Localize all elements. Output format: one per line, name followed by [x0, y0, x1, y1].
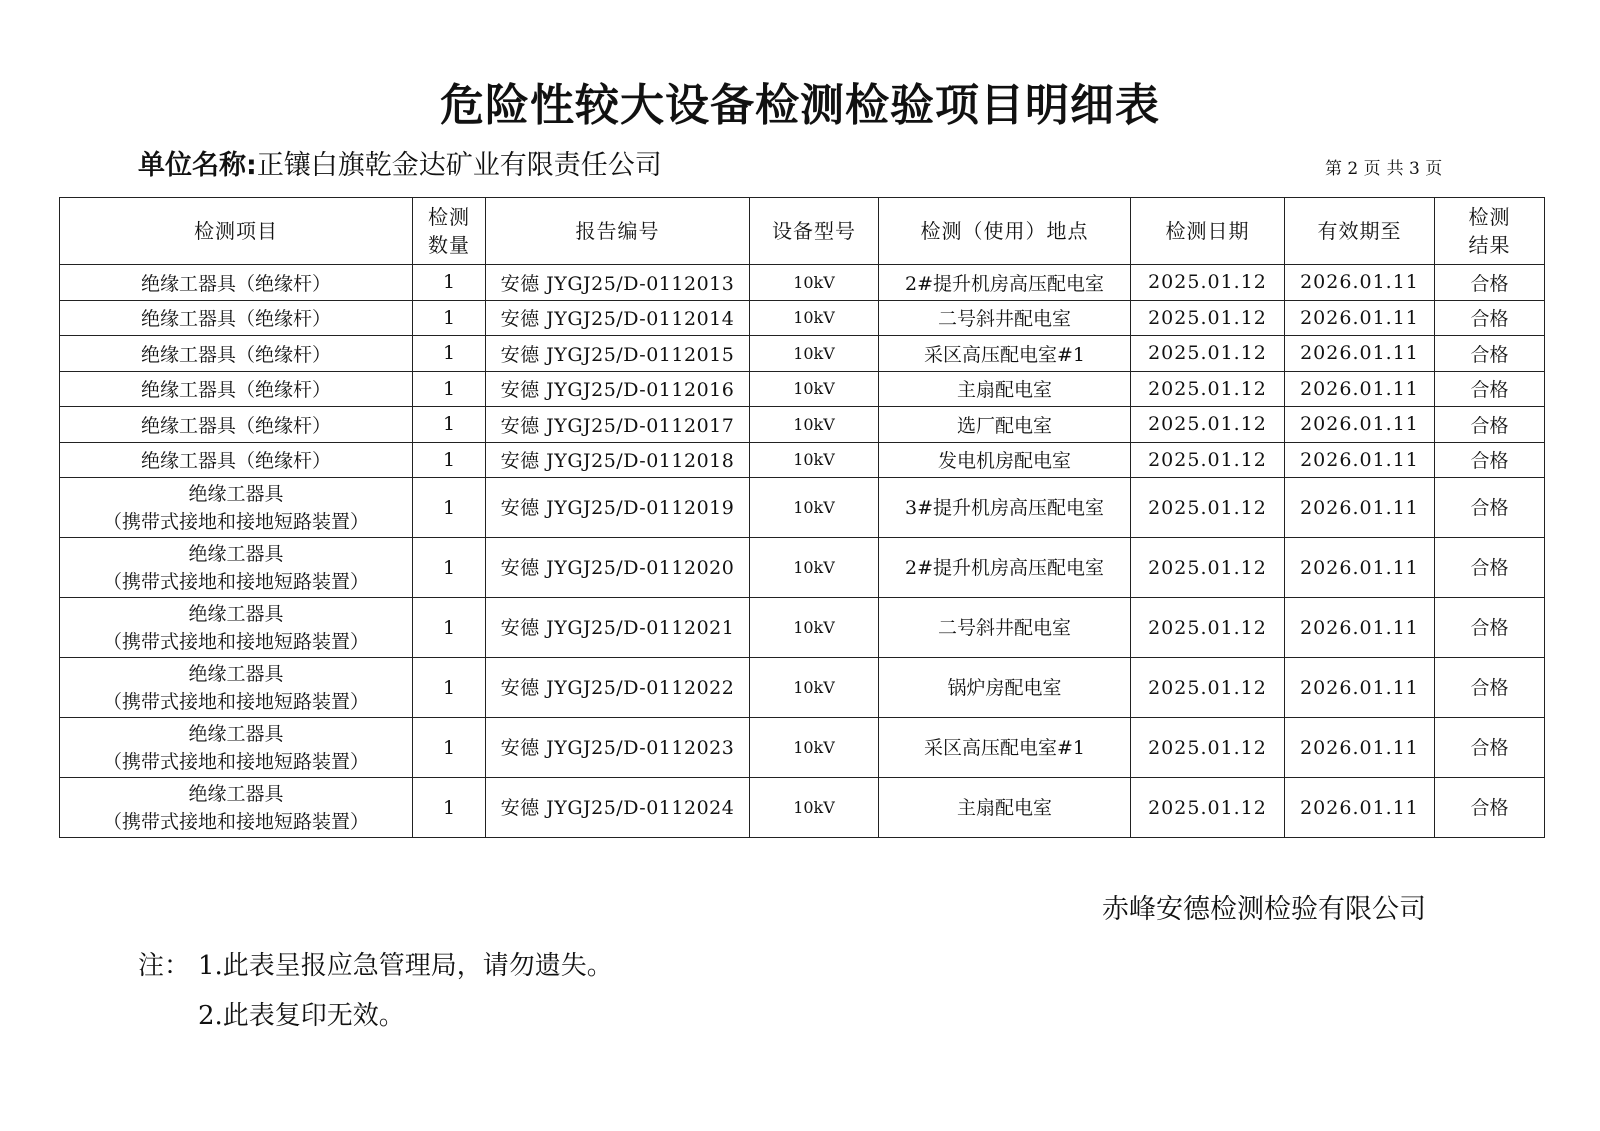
item-text: 绝缘工器具（绝缘杆）	[140, 272, 331, 295]
cell-item	[60, 658, 413, 718]
cell-model: 10kV	[750, 442, 879, 478]
cell-result: 合格	[1435, 336, 1545, 372]
cell-valid-until: 2026.01.11	[1285, 265, 1435, 301]
cell-model: 10kV	[750, 598, 879, 658]
item-text: 绝缘工器具	[188, 542, 284, 565]
cell-result: 合格	[1435, 778, 1545, 838]
header-text: 有效期至	[1317, 219, 1402, 243]
cell-report-no: 安德 JYGJ25/D-0112016	[486, 371, 750, 407]
header-text: 检测	[1468, 205, 1511, 229]
item-text: 绝缘工器具（绝缘杆）	[140, 343, 331, 366]
cell-location: 2#提升机房高压配电室	[879, 265, 1131, 301]
cell-valid-until: 2026.01.11	[1285, 371, 1435, 407]
header-report-no	[486, 198, 750, 265]
cell-model: 10kV	[750, 658, 879, 718]
header-text: 检测	[428, 205, 470, 229]
cell-report-no: 安德 JYGJ25/D-0112020	[486, 538, 750, 598]
cell-report-no: 安德 JYGJ25/D-0112018	[486, 442, 750, 478]
header-text: 检测项目	[194, 219, 278, 243]
cell-result: 合格	[1435, 658, 1545, 718]
cell-report-no: 安德 JYGJ25/D-0112019	[486, 478, 750, 538]
cell-location: 3#提升机房高压配电室	[879, 478, 1131, 538]
table-body	[60, 265, 1545, 838]
item-text: 绝缘工器具	[188, 482, 284, 505]
org-label: 单位名称:	[138, 150, 257, 181]
cell-result: 合格	[1435, 371, 1545, 407]
cell-test-date: 2025.01.12	[1131, 718, 1285, 778]
header-location	[879, 198, 1131, 265]
cell-valid-until: 2026.01.11	[1285, 336, 1435, 372]
cell-location: 二号斜井配电室	[879, 598, 1131, 658]
item-text: （携带式接地和接地短路装置）	[102, 630, 369, 653]
cell-test-date: 2025.01.12	[1131, 658, 1285, 718]
cell-result: 合格	[1435, 442, 1545, 478]
page-total: 共 3 页	[1386, 159, 1443, 179]
cell-valid-until: 2026.01.11	[1285, 718, 1435, 778]
table-row	[60, 478, 1545, 538]
cell-item	[60, 478, 413, 538]
notes-prefix: 注：	[138, 951, 191, 981]
header-item	[60, 198, 413, 265]
header-text: 检测（使用）地点	[920, 219, 1089, 243]
note-item: 1.此表呈报应急管理局，请勿遗失。	[198, 951, 613, 981]
item-text: 绝缘工器具（绝缘杆）	[140, 308, 331, 331]
page-number: 第 2 页	[1325, 159, 1381, 179]
cell-model: 10kV	[750, 538, 879, 598]
item-text: （携带式接地和接地短路装置）	[102, 750, 369, 773]
cell-qty: 1	[413, 300, 486, 336]
header-valid-until	[1285, 198, 1435, 265]
cell-item	[60, 718, 413, 778]
cell-location: 二号斜井配电室	[879, 300, 1131, 336]
org-line	[138, 146, 662, 186]
cell-qty: 1	[413, 442, 486, 478]
cell-item	[60, 265, 413, 301]
cell-location: 发电机房配电室	[879, 442, 1131, 478]
cell-item	[60, 371, 413, 407]
cell-qty: 1	[413, 718, 486, 778]
cell-test-date: 2025.01.12	[1131, 371, 1285, 407]
cell-report-no: 安德 JYGJ25/D-0112017	[486, 407, 750, 443]
cell-location: 选厂配电室	[879, 407, 1131, 443]
header-text: 报告编号	[575, 219, 660, 243]
cell-result: 合格	[1435, 718, 1545, 778]
cell-model: 10kV	[750, 407, 879, 443]
cell-test-date: 2025.01.12	[1131, 442, 1285, 478]
table-row	[60, 300, 1545, 336]
table-row	[60, 598, 1545, 658]
table-row	[60, 407, 1545, 443]
table-row	[60, 442, 1545, 478]
header-text: 检测日期	[1165, 219, 1250, 243]
cell-model: 10kV	[750, 778, 879, 838]
cell-test-date: 2025.01.12	[1131, 778, 1285, 838]
cell-valid-until: 2026.01.11	[1285, 300, 1435, 336]
page-title: 危险性较大设备检测检验项目明细表	[440, 80, 1160, 131]
cell-valid-until: 2026.01.11	[1285, 478, 1435, 538]
cell-item	[60, 598, 413, 658]
cell-valid-until: 2026.01.11	[1285, 598, 1435, 658]
cell-location: 主扇配电室	[879, 778, 1131, 838]
page-info	[1325, 156, 1448, 182]
cell-valid-until: 2026.01.11	[1285, 407, 1435, 443]
cell-result: 合格	[1435, 538, 1545, 598]
item-text: （携带式接地和接地短路装置）	[102, 510, 369, 533]
cell-location: 采区高压配电室#1	[879, 718, 1131, 778]
header-result	[1435, 198, 1545, 265]
item-text: 绝缘工器具	[188, 602, 284, 625]
header-qty	[413, 198, 486, 265]
cell-report-no: 安德 JYGJ25/D-0112015	[486, 336, 750, 372]
table-header-row	[60, 198, 1545, 265]
cell-report-no: 安德 JYGJ25/D-0112023	[486, 718, 750, 778]
cell-valid-until: 2026.01.11	[1285, 442, 1435, 478]
item-text: （携带式接地和接地短路装置）	[102, 810, 369, 833]
cell-location: 锅炉房配电室	[879, 658, 1131, 718]
table-row	[60, 778, 1545, 838]
cell-qty: 1	[413, 265, 486, 301]
header-text: 数量	[428, 233, 470, 257]
cell-valid-until: 2026.01.11	[1285, 778, 1435, 838]
item-text: 绝缘工器具	[188, 782, 284, 805]
cell-qty: 1	[413, 538, 486, 598]
item-text: 绝缘工器具（绝缘杆）	[140, 450, 331, 473]
cell-item	[60, 336, 413, 372]
header-text: 设备型号	[772, 219, 856, 243]
cell-test-date: 2025.01.12	[1131, 598, 1285, 658]
cell-location: 采区高压配电室#1	[879, 336, 1131, 372]
cell-location: 主扇配电室	[879, 371, 1131, 407]
table-row	[60, 538, 1545, 598]
item-text: 绝缘工器具	[188, 722, 284, 745]
cell-qty: 1	[413, 336, 486, 372]
cell-result: 合格	[1435, 300, 1545, 336]
cell-result: 合格	[1435, 265, 1545, 301]
cell-qty: 1	[413, 407, 486, 443]
header-text: 结果	[1468, 233, 1511, 257]
cell-model: 10kV	[750, 478, 879, 538]
cell-model: 10kV	[750, 336, 879, 372]
inspection-detail-table	[59, 197, 1545, 838]
cell-qty: 1	[413, 778, 486, 838]
cell-qty: 1	[413, 598, 486, 658]
cell-report-no: 安德 JYGJ25/D-0112022	[486, 658, 750, 718]
note-item: 2.此表复印无效。	[198, 1001, 405, 1031]
item-text: 绝缘工器具（绝缘杆）	[140, 379, 331, 402]
cell-test-date: 2025.01.12	[1131, 336, 1285, 372]
company-name: 赤峰安德检测检验有限公司	[1102, 894, 1426, 925]
cell-model: 10kV	[750, 371, 879, 407]
table-row	[60, 718, 1545, 778]
org-name: 正镶白旗乾金达矿业有限责任公司	[256, 150, 662, 181]
cell-test-date: 2025.01.12	[1131, 538, 1285, 598]
cell-item	[60, 407, 413, 443]
header-test-date	[1131, 198, 1285, 265]
cell-test-date: 2025.01.12	[1131, 265, 1285, 301]
cell-test-date: 2025.01.12	[1131, 478, 1285, 538]
cell-result: 合格	[1435, 478, 1545, 538]
cell-model: 10kV	[750, 265, 879, 301]
cell-test-date: 2025.01.12	[1131, 407, 1285, 443]
cell-model: 10kV	[750, 718, 879, 778]
cell-item	[60, 778, 413, 838]
cell-qty: 1	[413, 658, 486, 718]
cell-item	[60, 300, 413, 336]
table-row	[60, 658, 1545, 718]
table-row	[60, 265, 1545, 301]
cell-report-no: 安德 JYGJ25/D-0112013	[486, 265, 750, 301]
item-text: （携带式接地和接地短路装置）	[102, 570, 369, 593]
cell-report-no: 安德 JYGJ25/D-0112024	[486, 778, 750, 838]
item-text: 绝缘工器具	[188, 662, 284, 685]
cell-result: 合格	[1435, 598, 1545, 658]
item-text: 绝缘工器具（绝缘杆）	[140, 414, 331, 437]
cell-item	[60, 538, 413, 598]
cell-report-no: 安德 JYGJ25/D-0112014	[486, 300, 750, 336]
cell-report-no: 安德 JYGJ25/D-0112021	[486, 598, 750, 658]
table-row	[60, 336, 1545, 372]
item-text: （携带式接地和接地短路装置）	[102, 690, 369, 713]
cell-qty: 1	[413, 371, 486, 407]
cell-qty: 1	[413, 478, 486, 538]
cell-test-date: 2025.01.12	[1131, 300, 1285, 336]
cell-location: 2#提升机房高压配电室	[879, 538, 1131, 598]
cell-valid-until: 2026.01.11	[1285, 538, 1435, 598]
header-model	[750, 198, 879, 265]
cell-result: 合格	[1435, 407, 1545, 443]
table-row	[60, 371, 1545, 407]
cell-item	[60, 442, 413, 478]
cell-model: 10kV	[750, 300, 879, 336]
cell-valid-until: 2026.01.11	[1285, 658, 1435, 718]
